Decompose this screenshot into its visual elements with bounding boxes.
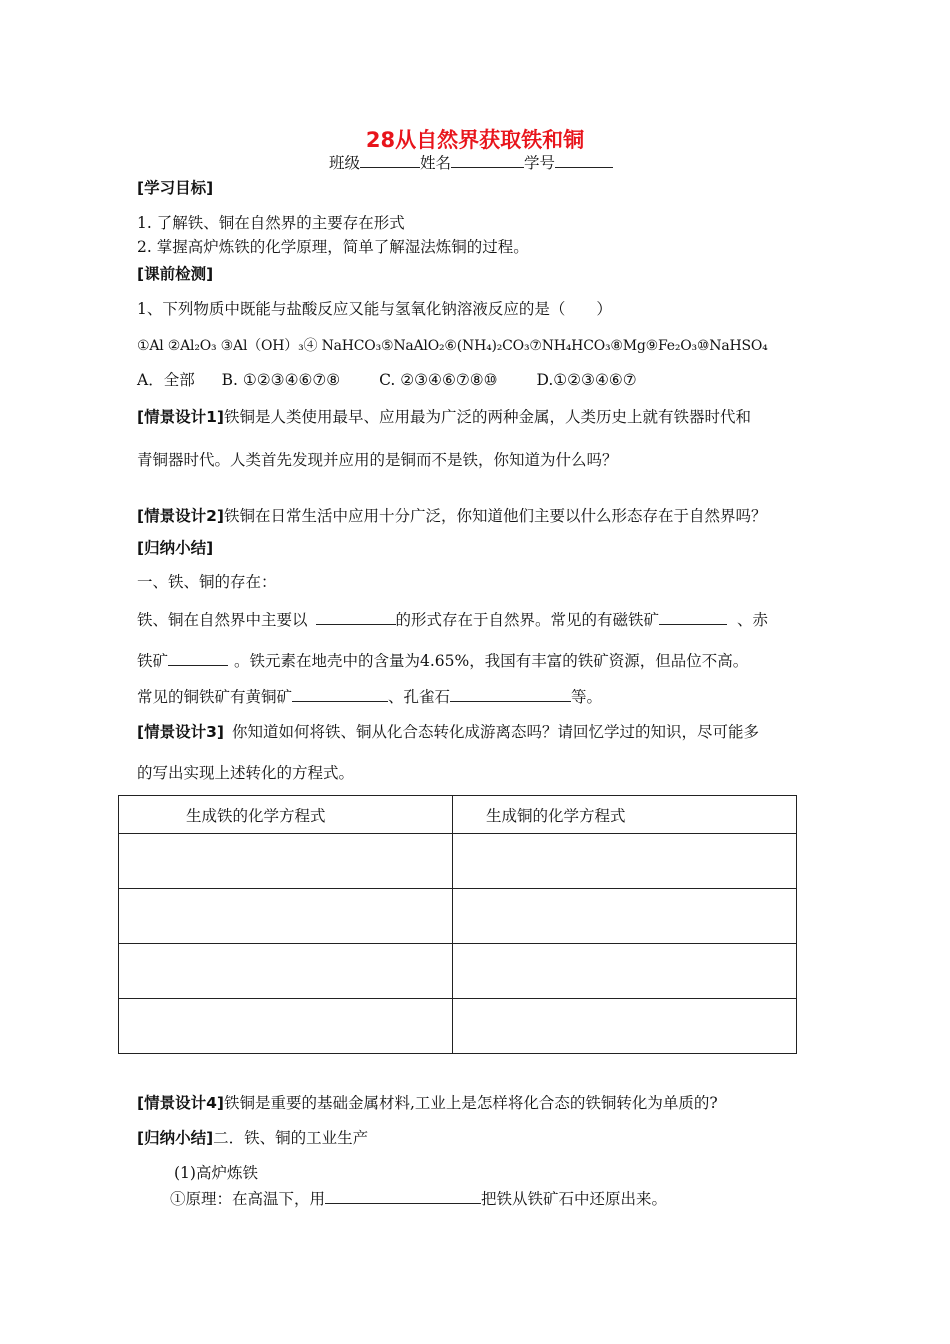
id-label: 学号 bbox=[524, 154, 556, 172]
summary1-text-3c: 等。 bbox=[571, 688, 603, 706]
student-info-line bbox=[329, 152, 613, 173]
summary2-line bbox=[137, 1128, 368, 1148]
table-row bbox=[119, 944, 797, 999]
page-title: 28从自然界获取铁和铜 bbox=[365, 128, 585, 152]
pretest-options bbox=[137, 370, 637, 390]
class-label: 班级 bbox=[329, 154, 361, 172]
copper-equation-cell[interactable] bbox=[453, 944, 797, 999]
scene1-line2: 青铜器时代。人类首先发现并应用的是铜而不是铁，你知道为什么吗？ bbox=[137, 451, 618, 469]
scene2-label: [情景设计2] bbox=[137, 507, 224, 525]
summary1-line3 bbox=[137, 686, 602, 707]
learning-goal-1: 1. 了解铁、铜在自然界的主要存在形式 bbox=[137, 214, 405, 232]
reducing-agent-blank[interactable] bbox=[325, 1188, 481, 1204]
summary1-text-2b: 。铁元素在地壳中的含量为4.65%，我国有丰富的铁矿资源，但品位不高。 bbox=[234, 652, 749, 670]
summary2-text: 二．铁、铜的工业生产 bbox=[213, 1129, 369, 1147]
class-blank[interactable] bbox=[360, 152, 420, 168]
scene1-label: [情景设计1] bbox=[137, 408, 224, 426]
scene3-text-1: 你知道如何将铁、铜从化合态转化成游离态吗？请回忆学过的知识，尽可能多 bbox=[231, 723, 759, 741]
summary1-line2 bbox=[137, 650, 748, 671]
id-blank[interactable] bbox=[555, 152, 613, 168]
learning-goals-heading: [学习目标] bbox=[137, 179, 214, 197]
summary1-line1 bbox=[137, 609, 768, 630]
table-row bbox=[119, 889, 797, 944]
option-b[interactable]: B. ①②③④⑥⑦⑧ bbox=[221, 371, 341, 389]
summary1-text-1b: 的形式存在于自然界。常见的有磁铁矿 bbox=[395, 611, 660, 629]
scene4-line bbox=[137, 1093, 718, 1113]
pretest-substances: ①Al ②Al₂O₃ ③Al（OH）₃④ NaHCO₃⑤NaAlO₂⑥(NH₄)₂CO₃⑦NH₄HCO₃⑧Mg⑨Fe₂O₃⑩NaHSO₄ bbox=[137, 338, 768, 354]
copper-equation-cell[interactable] bbox=[453, 999, 797, 1054]
summary1-text-1a: 铁、铜在自然界中主要以 bbox=[137, 611, 308, 629]
option-d[interactable]: D.①②③④⑥⑦ bbox=[536, 371, 637, 389]
scene1-line1 bbox=[137, 407, 751, 427]
scene3-label: [情景设计3] bbox=[137, 723, 224, 741]
principle-text-a: ①原理：在高温下，用 bbox=[170, 1190, 326, 1208]
summary1-subtitle: 一、铁、铜的存在： bbox=[137, 573, 277, 591]
option-c[interactable]: C. ②③④⑥⑦⑧⑩ bbox=[379, 371, 498, 389]
malachite-blank[interactable] bbox=[450, 686, 571, 702]
scene4-text: 铁铜是重要的基础金属材料,工业上是怎样将化合态的铁铜转化为单质的? bbox=[223, 1094, 718, 1112]
option-a[interactable]: A．全部 bbox=[137, 371, 195, 389]
summary1-text-3a: 常见的铜铁矿有黄铜矿 bbox=[137, 688, 293, 706]
blast-furnace-subtitle: (1)高炉炼铁 bbox=[174, 1164, 258, 1182]
name-label: 姓名 bbox=[420, 154, 452, 172]
summary2-heading: [归纳小结] bbox=[137, 1129, 214, 1147]
table-row bbox=[119, 834, 797, 889]
form-blank[interactable] bbox=[316, 609, 396, 625]
name-blank[interactable] bbox=[451, 152, 524, 168]
scene1-text-1: 铁铜是人类使用最早、应用最为广泛的两种金属，人类历史上就有铁器时代和 bbox=[223, 408, 751, 426]
scene2-text: 铁铜在日常生活中应用十分广泛，你知道他们主要以什么形态存在于自然界吗？ bbox=[223, 507, 767, 525]
equation-table bbox=[118, 795, 797, 1054]
pretest-question: 1、下列物质中既能与盐酸反应又能与氢氧化钠溶液反应的是（ ） bbox=[137, 300, 612, 318]
summary1-text-2a: 铁矿 bbox=[137, 652, 169, 670]
iron-equation-cell[interactable] bbox=[119, 889, 453, 944]
hematite-blank[interactable] bbox=[168, 650, 228, 666]
iron-equation-header: 生成铁的化学方程式 bbox=[119, 796, 453, 834]
principle-line bbox=[170, 1188, 667, 1209]
copper-equation-header: 生成铜的化学方程式 bbox=[453, 796, 797, 834]
scene4-label: [情景设计4] bbox=[137, 1094, 224, 1112]
iron-equation-cell[interactable] bbox=[119, 834, 453, 889]
principle-text-b: 把铁从铁矿石中还原出来。 bbox=[481, 1190, 668, 1208]
copper-equation-cell[interactable] bbox=[453, 834, 797, 889]
summary1-text-3b: 、孔雀石 bbox=[388, 688, 451, 706]
magnetite-blank[interactable] bbox=[659, 609, 727, 625]
iron-equation-cell[interactable] bbox=[119, 944, 453, 999]
summary1-text-1c: 、赤 bbox=[737, 611, 769, 629]
iron-equation-cell[interactable] bbox=[119, 999, 453, 1054]
scene2-line bbox=[137, 506, 766, 526]
copper-equation-cell[interactable] bbox=[453, 889, 797, 944]
scene3-line2: 的写出实现上述转化的方程式。 bbox=[137, 764, 355, 782]
table-row bbox=[119, 999, 797, 1054]
chalcopyrite-blank[interactable] bbox=[292, 686, 388, 702]
pretest-heading: [课前检测] bbox=[137, 265, 214, 283]
table-header-row bbox=[119, 796, 797, 834]
summary1-heading: [归纳小结] bbox=[137, 539, 214, 557]
scene3-line1 bbox=[137, 722, 759, 742]
learning-goal-2: 2. 掌握高炉炼铁的化学原理，简单了解湿法炼铜的过程。 bbox=[137, 238, 529, 256]
